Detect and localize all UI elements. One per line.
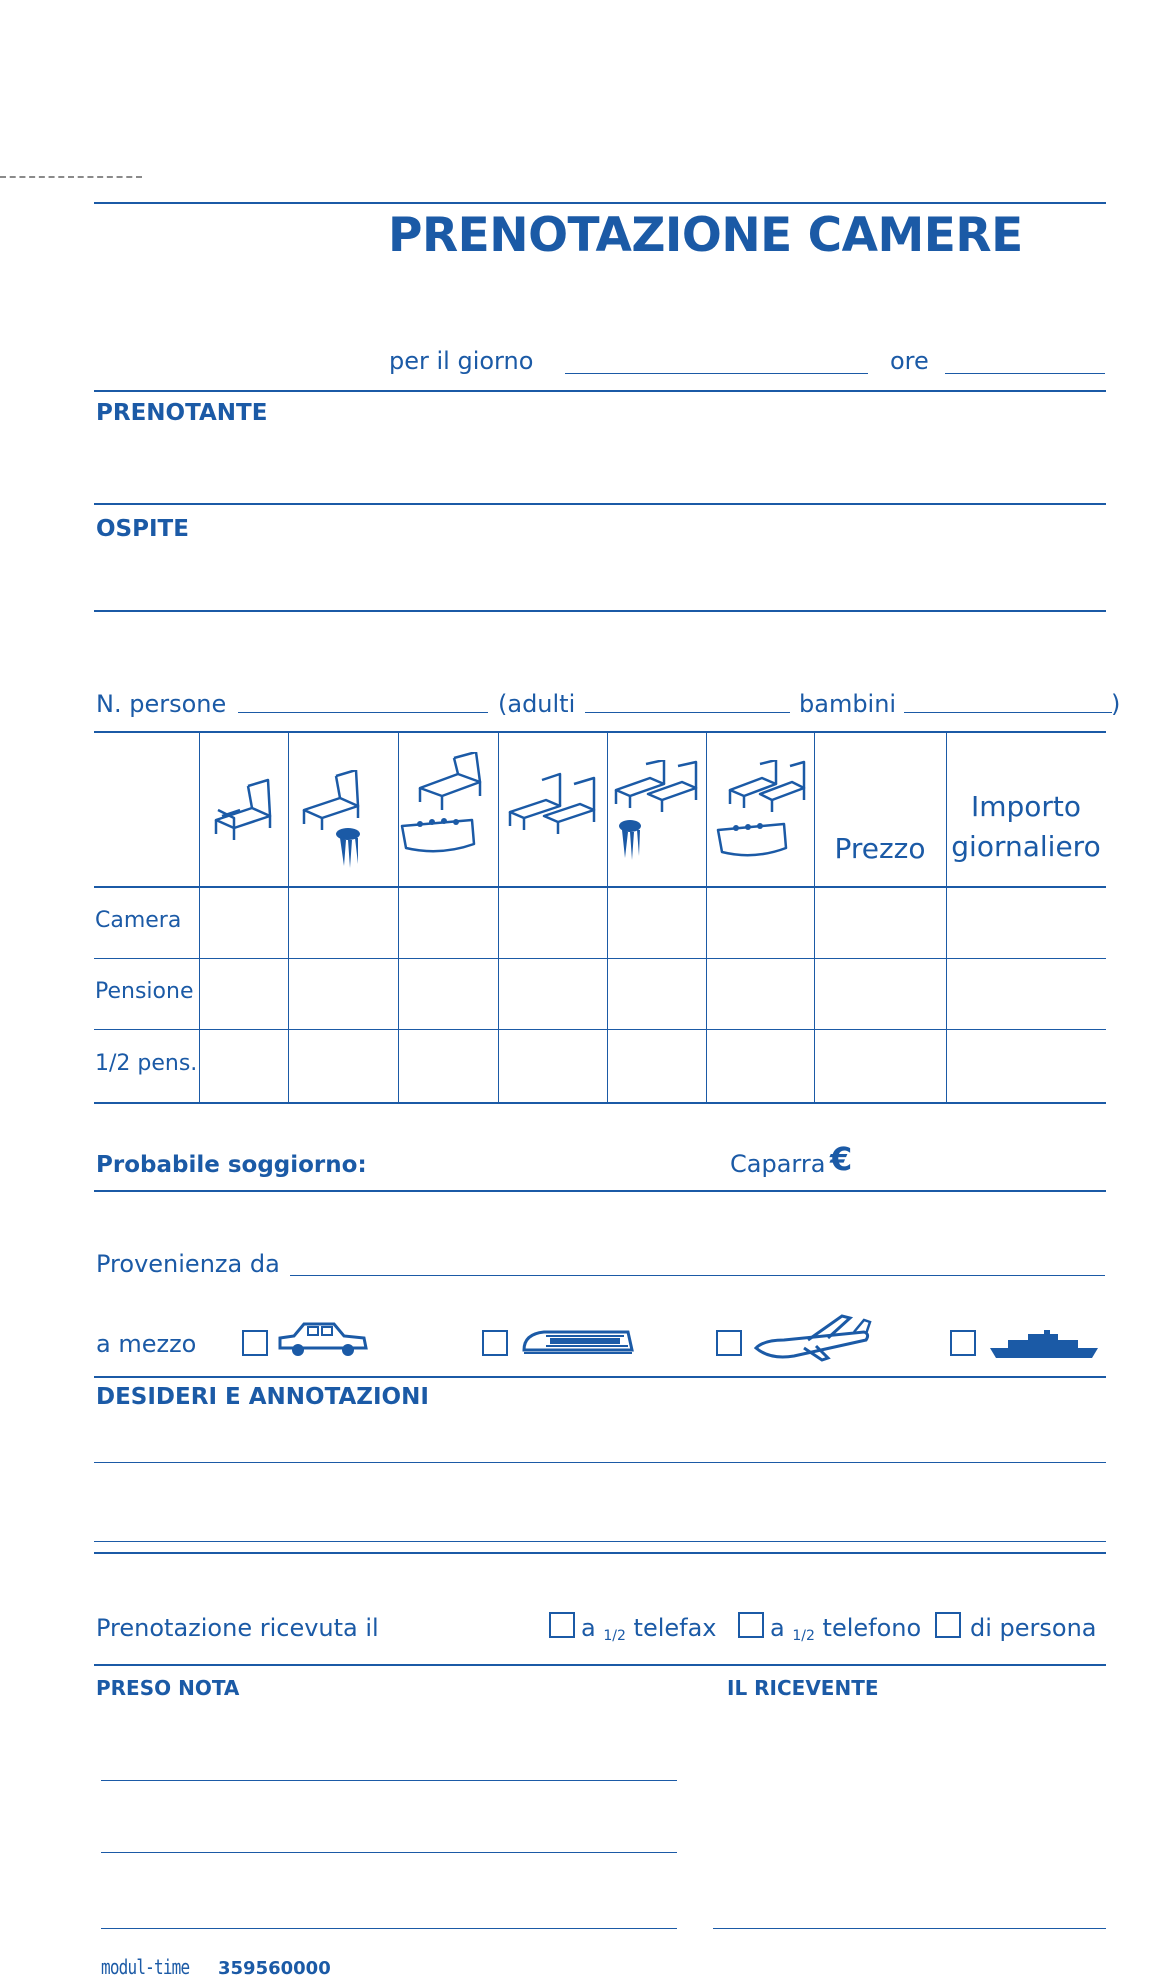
- preso-nota-line-2[interactable]: [101, 1852, 677, 1853]
- car-checkbox[interactable]: [242, 1330, 268, 1356]
- twin-beds-bath-icon: [716, 760, 808, 860]
- bambini-field-line[interactable]: [904, 712, 1112, 713]
- telefax-checkbox[interactable]: [549, 1612, 575, 1638]
- probabile-soggiorno-label: Probabile soggiorno:: [96, 1152, 367, 1178]
- col-prezzo: Prezzo: [834, 832, 926, 865]
- telefax-label: telefax: [633, 1614, 717, 1642]
- table-bottom-rule: [94, 1102, 1106, 1104]
- perforation-line: [0, 176, 142, 178]
- option-half-label: 1/2: [792, 1628, 815, 1644]
- persona-checkbox[interactable]: [935, 1612, 961, 1638]
- date-field-line[interactable]: [565, 373, 868, 374]
- row-mezza-pensione-label: 1/2 pens.: [95, 1051, 198, 1076]
- rule: [94, 1552, 1106, 1554]
- form-code: 359560000: [218, 1958, 331, 1979]
- option-a-label: a: [770, 1614, 785, 1642]
- euro-symbol: €: [830, 1140, 853, 1178]
- airplane-checkbox[interactable]: [716, 1330, 742, 1356]
- caparra-label: Caparra: [730, 1150, 826, 1178]
- col-importo-line2: giornaliero: [951, 830, 1101, 863]
- prenotante-label: PRENOTANTE: [96, 400, 268, 426]
- table-col-divider: [398, 731, 399, 1103]
- table-top-rule: [94, 731, 1106, 733]
- ricevente-signature-line[interactable]: [713, 1928, 1106, 1929]
- rule: [94, 1376, 1106, 1378]
- twin-beds-shower-icon: [612, 760, 704, 864]
- ship-icon: [988, 1330, 1102, 1360]
- prenotante-field-line[interactable]: [94, 503, 1106, 505]
- ricevuta-label: Prenotazione ricevuta il: [96, 1614, 379, 1642]
- a-mezzo-label: a mezzo: [96, 1330, 197, 1358]
- train-icon: [520, 1326, 634, 1356]
- train-checkbox[interactable]: [482, 1330, 508, 1356]
- table-col-divider: [607, 731, 608, 1103]
- option-a-label: a: [581, 1614, 596, 1642]
- table-col-divider: [199, 731, 200, 1103]
- col-importo-line1: Importo: [970, 790, 1082, 823]
- preso-nota-line-1[interactable]: [101, 1780, 677, 1781]
- ospite-label: OSPITE: [96, 516, 189, 542]
- table-col-divider: [706, 731, 707, 1103]
- close-paren: ): [1111, 690, 1121, 718]
- n-persone-field-line[interactable]: [238, 712, 488, 713]
- ship-checkbox[interactable]: [950, 1330, 976, 1356]
- preso-nota-line-3[interactable]: [101, 1928, 677, 1929]
- ore-label: ore: [890, 347, 929, 375]
- single-bed-shower-icon: [300, 770, 380, 870]
- ospite-field-line[interactable]: [94, 610, 1106, 612]
- telefono-checkbox[interactable]: [738, 1612, 764, 1638]
- car-icon: [278, 1318, 368, 1358]
- table-header-rule: [94, 886, 1106, 888]
- per-il-giorno-label: per il giorno: [389, 347, 534, 375]
- brand-logo: modul-time: [101, 1955, 190, 1979]
- double-bed-bath-icon: [400, 752, 496, 856]
- single-bed-icon: [212, 778, 278, 842]
- adulti-label: (adulti: [498, 690, 576, 718]
- table-row-rule: [94, 958, 1106, 959]
- twin-beds-icon: [508, 772, 600, 836]
- soggiorno-field-line[interactable]: [94, 1190, 1106, 1192]
- form-title: PRENOTAZIONE CAMERE: [388, 208, 1023, 263]
- row-pensione-label: Pensione: [95, 979, 194, 1004]
- table-col-divider: [946, 731, 947, 1103]
- row-camera-label: Camera: [95, 908, 182, 933]
- option-persona: di persona: [970, 1614, 1097, 1642]
- top-rule: [94, 202, 1106, 204]
- provenienza-field-line[interactable]: [290, 1275, 1105, 1276]
- il-ricevente-label: IL RICEVENTE: [727, 1676, 879, 1700]
- airplane-icon: [754, 1312, 872, 1364]
- rule: [94, 390, 1106, 392]
- provenienza-label: Provenienza da: [96, 1250, 280, 1278]
- telefono-label: telefono: [822, 1614, 922, 1642]
- table-col-divider: [498, 731, 499, 1103]
- annotazioni-line-2[interactable]: [94, 1541, 1106, 1542]
- annotazioni-line-1[interactable]: [94, 1462, 1106, 1463]
- preso-nota-label: PRESO NOTA: [96, 1676, 240, 1700]
- rule: [94, 1664, 1106, 1666]
- option-telefono: [770, 1614, 921, 1644]
- option-half-label: 1/2: [603, 1628, 626, 1644]
- n-persone-label: N. persone: [96, 690, 227, 718]
- table-col-divider: [814, 731, 815, 1103]
- table-row-rule: [94, 1029, 1106, 1030]
- table-col-divider: [288, 731, 289, 1103]
- adulti-field-line[interactable]: [585, 712, 790, 713]
- time-field-line[interactable]: [945, 373, 1105, 374]
- desideri-label: DESIDERI E ANNOTAZIONI: [96, 1384, 429, 1410]
- bambini-label: bambini: [799, 690, 897, 718]
- option-telefax: [581, 1614, 717, 1644]
